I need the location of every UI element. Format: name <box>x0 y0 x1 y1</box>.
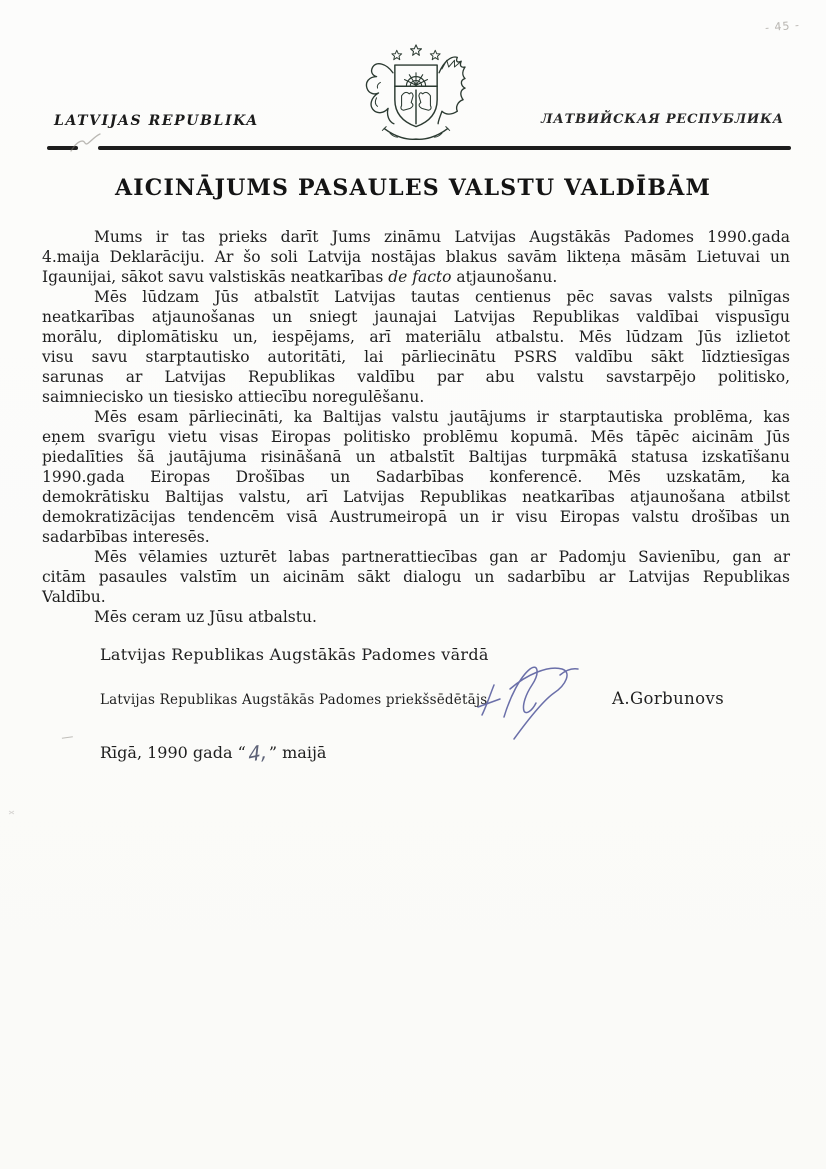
text-segment: Igaunijai, sākot savu valstiskās neatkarības <box>42 268 389 286</box>
document-title: AICINĀJUMS PASAULES VALSTU VALDĪBĀM <box>114 175 712 201</box>
body-line: saimniecisko un tiesisko attiecību noregulēšanu. <box>42 388 425 406</box>
date-suffix: ” maijā <box>268 743 327 762</box>
body-line: demokrātisku Baltijas valstu, arī Latvijas Republikas neatkarības atjaunošana atbilst <box>42 488 790 506</box>
latvia-coat-of-arms-icon <box>356 42 476 142</box>
header-rule-main-segment <box>98 146 791 150</box>
body-line: neatkarības atjaunošanas un sniegt jaunajai Latvijas Republikas valdībai vispusīgu <box>42 308 790 326</box>
body-line: Mēs vēlamies uzturēt labas partnerattiecības gan ar Padomju Savienību, gan ar <box>94 548 790 566</box>
body-line: sadarbības interesēs. <box>42 528 210 546</box>
body-line: Mēs lūdzam Jūs atbalstīt Latvijas tautas centienus pēc savas valsts pilnīgas <box>94 288 790 306</box>
pencil-page-number: - 45 - <box>764 18 801 35</box>
body-line: Mums ir tas prieks darīt Jums zināmu Latvijas Augstākās Padomes 1990.gada <box>94 228 790 246</box>
italic-phrase: de facto <box>388 268 452 286</box>
body-line: visu savu starptautisko autoritāti, lai pārliecinātu PSRS valdību sākt līdztiesīgas <box>42 348 790 366</box>
handwritten-day: 4, <box>247 738 268 768</box>
body-line: piedalīties šā jautājuma risināšanā un atbalstīt Baltijas turpmākā statusa izskatīšanu <box>42 448 790 466</box>
scan-speck-mark <box>8 810 15 815</box>
body-line: Valdību. <box>42 588 106 606</box>
paragraph <box>42 227 790 287</box>
body-line: morālu, diplomātisku un, iespējams, arī materiālu atbalstu. Mēs lūdzam Jūs izlietot <box>42 328 790 346</box>
paragraph <box>42 547 790 607</box>
body-line: Mēs ceram uz Jūsu atbalstu. <box>94 608 317 626</box>
body-line: citām pasaules valstīm un aicinām sākt dialogu un sadarbību ar Latvijas Republikas <box>42 568 790 586</box>
body-line: demokratizācijas tendencēm visā Austrumeiropā un ir visu Eiropas valstu drošības un <box>42 508 790 526</box>
signer-title: Latvijas Republikas Augstākās Padomes priekšsēdētājs <box>100 692 488 708</box>
document-body <box>42 227 790 768</box>
header-title-latvian: LATVIJAS REPUBLIKA <box>54 113 259 129</box>
body-line: sarunas ar Latvijas Republikas valdību par abu valstu savstarpējo politisko, <box>42 368 790 386</box>
signer-name: A.Gorbunovs <box>612 689 725 708</box>
body-line: Mēs esam pārliecināti, ka Baltijas valstu jautājums ir starptautiska problēma, kas <box>94 408 790 426</box>
body-line: 1990.gada Eiropas Drošības un Sadarbības konferencē. Mēs uzskatām, ka <box>42 468 790 486</box>
date-prefix: Rīgā, 1990 gada “ <box>100 743 246 762</box>
body-line: 4.maija Deklarāciju. Ar šo soli Latvija nostājas blakus savām likteņa māsām Lietuvai un <box>42 248 790 266</box>
text-segment: atjaunošanu. <box>451 268 558 286</box>
body-line: eņem svarīgu vietu visas Eiropas politisko problēmu kopumā. Mēs tāpēc aicinām Jūs <box>42 428 790 446</box>
paragraph <box>42 607 790 627</box>
body-paragraphs <box>42 227 790 627</box>
date-line <box>100 738 790 768</box>
pencil-squiggle-mark <box>68 127 104 155</box>
signature-row <box>100 681 790 723</box>
paragraph <box>42 407 790 547</box>
header-title-russian: ЛАТВИЙСКАЯ РЕСПУБЛИКА <box>540 112 784 127</box>
handwritten-signature-icon <box>470 659 590 743</box>
paragraph <box>42 287 790 407</box>
body-line <box>42 267 790 287</box>
signoff-on-behalf: Latvijas Republikas Augstākās Padomes vārdā <box>100 645 489 664</box>
